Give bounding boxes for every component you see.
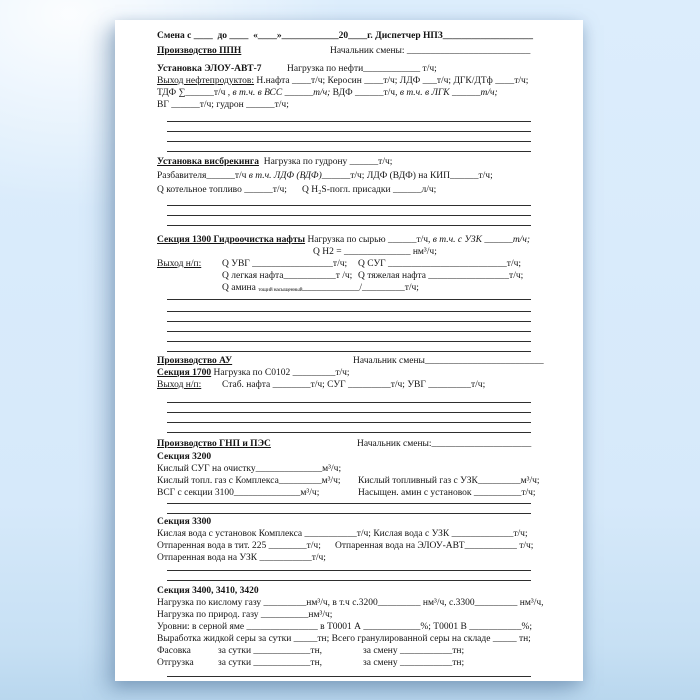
packing-line [157, 645, 531, 657]
text-segment: Кислая вода с установок Комплекса ___________т/ч; Кислая вода с УЗК _____________т/ч; [157, 529, 528, 539]
ruled-blank-line [167, 423, 531, 433]
text-segment: в т.ч. в ЛГК [399, 88, 452, 98]
text-segment: за сутки ____________тн, [218, 658, 323, 668]
section-3400-heading [157, 585, 531, 597]
text-segment: ______ [284, 88, 314, 98]
text-segment: ВДФ ______т/ч, [330, 88, 400, 98]
text-segment: Нагрузка по С0102 _________т/ч; [211, 368, 350, 378]
text-segment: Нагрузка по природ. газу __________нм³/ч; [157, 610, 333, 620]
ruled-blank-line [167, 206, 531, 216]
text-segment: т/ч; [480, 88, 498, 98]
production-au-heading [157, 355, 544, 367]
ruled-blank-line [167, 112, 531, 122]
text-segment: Q легкая нафта___________т /ч; [222, 271, 353, 281]
section-3300-heading [157, 516, 531, 528]
text-segment: за сутки ____________тн, [218, 646, 323, 656]
text-segment: Отпаренная вода на ЭЛОУ-АВТ___________ т/ч; [335, 541, 534, 551]
ruled-blank-line [167, 332, 531, 342]
text-segment: в т.ч. с УЗК [432, 235, 485, 245]
yield-1700-line [157, 379, 531, 391]
text-segment: Секция 3300 [157, 517, 212, 527]
ruled-blank-line [167, 393, 531, 403]
stripped-water-line [157, 540, 534, 552]
text-segment: Производство АУ [157, 356, 233, 366]
vsg-line [157, 487, 536, 499]
ruled-blank-line [167, 413, 531, 423]
text-segment: Нагрузка по кислому газу _________нм³/ч, в т.ч с.3200_________ нм³/ч, с.3300_________ нм³/ч, [157, 598, 544, 608]
text-segment: Установка ЭЛОУ-АВТ-7 [157, 64, 262, 74]
text-segment: Уровни: в серной яме _______________ в Т0001 А ____________%; Т0001 В ___________%; [157, 622, 533, 632]
section-1700-line [157, 367, 531, 379]
ruled-blank-line [167, 302, 531, 312]
natural-gas-load-line [157, 609, 531, 621]
text-segment: Q СУГ _________________________т/ч; [358, 259, 521, 269]
text-segment: Отпаренная вода на УЗК ___________т/ч; [157, 553, 326, 563]
stripped-water-uzk-line [157, 552, 531, 564]
sulfur-production-line [157, 633, 531, 645]
text-segment: Начальник смены_________________________ [353, 356, 544, 366]
text-segment: Кислый топл. газ с Комплекса_________м³/ч; [157, 476, 341, 486]
text-segment: ______ [451, 88, 481, 98]
text-segment: Выход н/п: [157, 380, 202, 390]
diluent-line [157, 170, 531, 182]
ruled-blank-line [167, 564, 531, 571]
light-naphtha-line [157, 270, 531, 282]
text-segment: ТДФ ∑______т/ч , [157, 88, 233, 98]
ruled-blank-line [167, 122, 531, 132]
text-segment: Q H2 = ______________ нм³/ч; [313, 247, 437, 257]
ruled-blank-line [167, 294, 531, 300]
text-segment: Кислый топливный газ с УЗК_________м³/ч; [358, 476, 540, 486]
text-segment: за смену ___________тн; [363, 658, 465, 668]
text-segment: Производство ППН [157, 46, 242, 56]
text-segment: Начальник смены: __________________________ [330, 46, 531, 56]
sour-water-line [157, 528, 531, 540]
shipment-line [157, 657, 531, 669]
text-segment: Выход н/п: [157, 259, 202, 269]
ruled-blank-line [167, 322, 531, 332]
text-segment: Разбавителя______т/ч [157, 171, 249, 181]
text-segment: ВГ ______т/ч; гудрон ______т/ч; [157, 100, 289, 110]
section-1300-heading [157, 234, 531, 246]
ruled-blank-line [167, 342, 531, 352]
text-segment: т/ч; [512, 235, 531, 245]
text-segment: Насыщен. амин с установок __________т/ч; [358, 488, 536, 498]
ruled-blank-line [167, 677, 531, 681]
tdf-line [157, 87, 531, 99]
levels-line [157, 621, 531, 633]
text-segment: Выход нефтепродуктов: [157, 76, 255, 86]
text-segment: Отгрузка [157, 658, 194, 668]
ruled-blank-line [167, 403, 531, 413]
text-segment: Фасовка [157, 646, 191, 656]
text-segment: ______ [484, 235, 513, 245]
text-segment: Q тяжелая нафта _________________т/ч; [358, 271, 524, 281]
text-segment: Н.нафта ____т/ч; Керосин ____т/ч; ЛДФ ___т/ч; ДГК/ДТф ____т/ч; [254, 76, 529, 86]
text-segment: Секция 1300 Гидроочистка нафты [157, 235, 306, 245]
sour-sug-line [157, 463, 531, 475]
ruled-blank-line [167, 312, 531, 322]
text-segment: Секция 3200 [157, 452, 212, 462]
text-segment: Начальник смены:_____________________ [357, 439, 532, 449]
shift-header-line [157, 30, 534, 42]
section-3200-heading [157, 451, 531, 463]
text-segment: в т.ч. ЛДФ (ВДФ) [248, 171, 322, 181]
text-segment: Нагрузка по гудрону ______т/ч; [258, 157, 393, 167]
text-segment: Выработка жидкой серы за сутки _____тн; Всего гранулированной серы на складе _____ тн; [157, 634, 531, 644]
text-segment: Установка висбрекинга [157, 157, 259, 167]
text-segment: Q H₂S-погл. присадки ______л/ч; [302, 185, 437, 195]
text-segment: Смена с ____ до ____ «____»____________20____г. Диспетчер НПЗ___________________ [157, 31, 534, 41]
text-segment: ВСГ с секции 3100______________м³/ч; [157, 488, 320, 498]
production-gnp-heading [157, 438, 531, 450]
text-segment: за смену ___________тн; [363, 646, 465, 656]
ruled-blank-line [167, 132, 531, 142]
text-segment: Нагрузка по нефти____________ т/ч; [287, 64, 437, 74]
acid-gas-load-line [157, 597, 544, 609]
ruled-blank-line [167, 669, 531, 677]
vg-gudron-line [157, 99, 531, 111]
h2-line [157, 246, 531, 258]
amine-line [157, 282, 531, 294]
text-segment: Q УВГ _________________т/ч; [222, 259, 348, 269]
visbreaking-heading [157, 156, 531, 168]
elou-avt7-line [157, 63, 531, 75]
ruled-blank-line [167, 504, 531, 514]
text-segment: тощий насыщенный [258, 287, 303, 293]
text-segment: Q котельное топливо ______т/ч; [157, 185, 287, 195]
production-ppn-heading [157, 45, 531, 57]
text-segment: Нагрузка по сырью ______т/ч, [305, 235, 433, 245]
text-segment: ____________/_________т/ч; [302, 283, 419, 293]
ruled-blank-line [167, 196, 531, 206]
ruled-blank-line [167, 142, 531, 152]
ruled-blank-line [167, 571, 531, 581]
text-segment: Отпаренная вода в тит. 225 ________т/ч; [157, 541, 321, 551]
text-segment: ______т/ч; ЛДФ (ВДФ) на КИП______т/ч; [321, 171, 493, 181]
document-lines [157, 30, 544, 681]
ruled-blank-line [167, 216, 531, 226]
text-segment: Производство ГНП и ПЭС [157, 439, 271, 449]
text-segment: Секция 1700 [157, 368, 212, 378]
text-segment: Стаб. нафта ________т/ч; СУГ _________т/ч; УВГ _________т/ч; [222, 380, 486, 390]
product-yield-line [157, 75, 531, 87]
yield-1300-line [157, 258, 531, 270]
document-page [115, 20, 583, 681]
text-segment: в т.ч. в ВСС [232, 88, 285, 98]
text-segment: т/ч; [313, 88, 331, 98]
text-segment: Секция 3400, 3410, 3420 [157, 586, 259, 596]
text-segment: Кислый СУГ на очистку______________м³/ч; [157, 464, 342, 474]
text-segment: Q амина [222, 283, 259, 293]
boiler-fuel-line [157, 184, 531, 196]
sour-gas-line [157, 475, 540, 487]
